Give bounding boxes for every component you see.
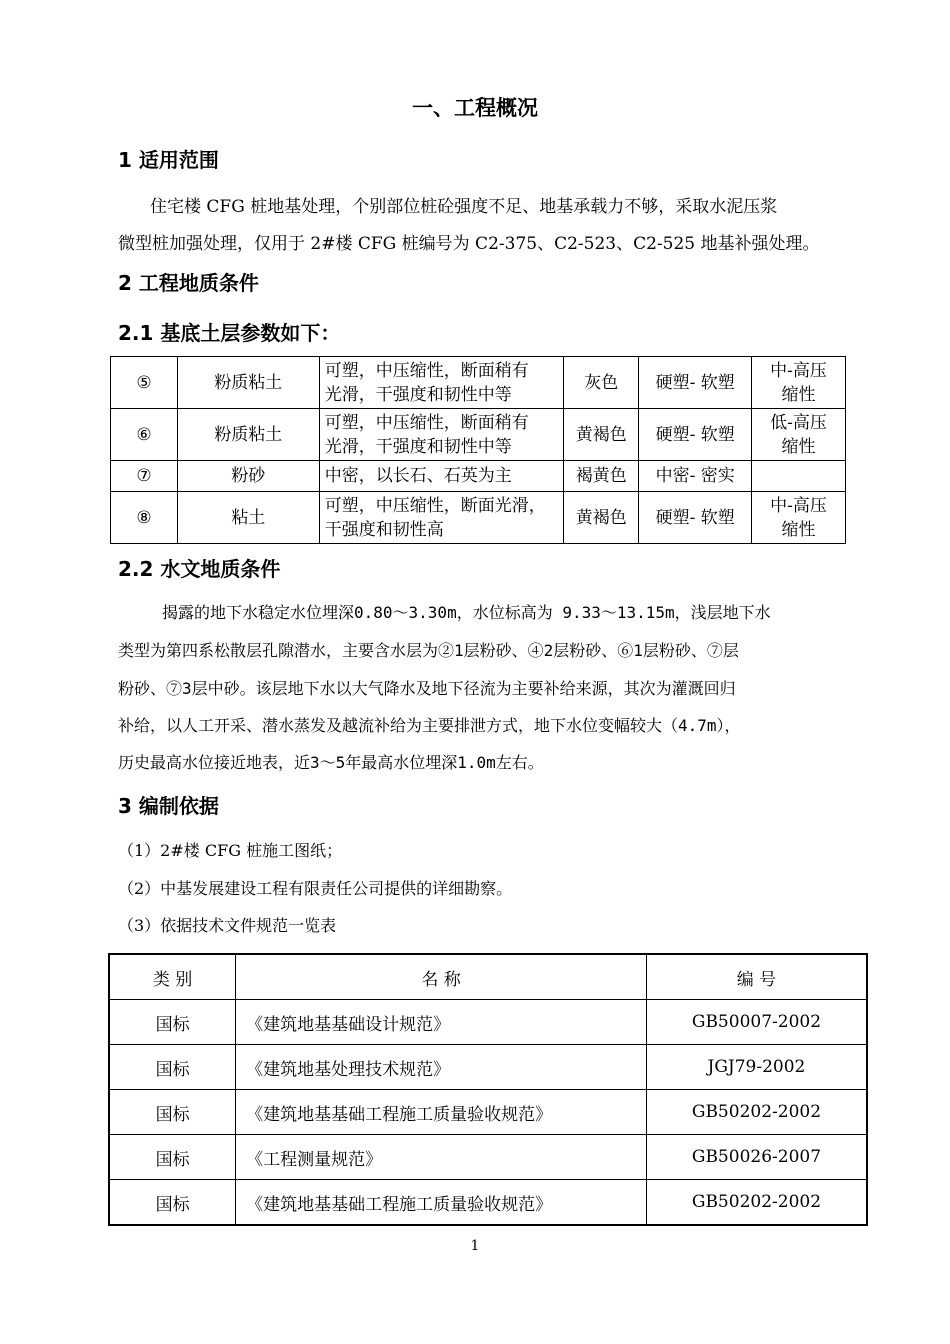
- soil-compressibility: 低-高压 缩性: [752, 409, 846, 461]
- section-2-2-heading: 2.2 水文地质条件: [118, 557, 281, 581]
- table-row: [111, 461, 846, 492]
- table-row: [111, 409, 846, 461]
- section-3-heading: 3 编制依据: [118, 794, 219, 818]
- soil-state: 硬塑- 软塑: [639, 492, 752, 544]
- soil-name: 粘土: [177, 492, 319, 544]
- soil-description: 中密，以长石、石英为主: [319, 461, 564, 492]
- soil-color: 褐黄色: [564, 461, 639, 492]
- column-header-name: 名 称: [236, 954, 647, 1000]
- table-row: [111, 492, 846, 544]
- standard-code: GB50202-2002: [646, 1180, 867, 1226]
- soil-parameters-table: [110, 356, 846, 544]
- layer-number: ⑥: [111, 409, 178, 461]
- standard-name: 《建筑地基基础工程施工质量验收规范》: [236, 1180, 647, 1226]
- basis-item-2: （2）中基发展建设工程有限责任公司提供的详细勘察。: [118, 879, 513, 898]
- soil-color: 黄褐色: [564, 492, 639, 544]
- standard-code: GB50202-2002: [646, 1090, 867, 1135]
- standard-category: 国标: [109, 1000, 236, 1045]
- standard-name: 《建筑地基基础设计规范》: [236, 1000, 647, 1045]
- layer-number: ⑦: [111, 461, 178, 492]
- table-row: [109, 1180, 867, 1226]
- soil-description: 可塑，中压缩性，断面光滑， 干强度和韧性高: [319, 492, 564, 544]
- standards-table: [108, 953, 868, 1226]
- basis-item-3: （3）依据技术文件规范一览表: [118, 916, 337, 935]
- standard-code: GB50007-2002: [646, 1000, 867, 1045]
- section-1-heading: 1 适用范围: [118, 148, 219, 172]
- soil-compressibility: 中-高压 缩性: [752, 357, 846, 409]
- soil-name: 粉质粘土: [177, 409, 319, 461]
- soil-description: 可塑，中压缩性，断面稍有 光滑，干强度和韧性中等: [319, 357, 564, 409]
- scope-line-1: 住宅楼 CFG 桩地基处理，个别部位桩砼强度不足、地基承载力不够，采取水泥压浆: [150, 197, 778, 217]
- standard-category: 国标: [109, 1135, 236, 1180]
- section-2-1-heading: 2.1 基底土层参数如下：: [118, 321, 341, 345]
- page-number: 1: [470, 1238, 480, 1254]
- table-header-row: [109, 954, 867, 1000]
- table-row: [109, 1000, 867, 1045]
- soil-state: 硬塑- 软塑: [639, 357, 752, 409]
- soil-color: 黄褐色: [564, 409, 639, 461]
- soil-name: 粉砂: [177, 461, 319, 492]
- column-header-code: 编 号: [646, 954, 867, 1000]
- soil-color: 灰色: [564, 357, 639, 409]
- soil-compressibility: [752, 461, 846, 492]
- standard-category: 国标: [109, 1045, 236, 1090]
- table-row: [109, 1135, 867, 1180]
- table-row: [111, 357, 846, 409]
- standard-code: JGJ79-2002: [646, 1045, 867, 1090]
- table-row: [109, 1090, 867, 1135]
- soil-compressibility: 中-高压 缩性: [752, 492, 846, 544]
- layer-number: ⑤: [111, 357, 178, 409]
- soil-name: 粉质粘土: [177, 357, 319, 409]
- standard-name: 《建筑地基处理技术规范》: [236, 1045, 647, 1090]
- standard-category: 国标: [109, 1180, 236, 1226]
- standard-name: 《工程测量规范》: [236, 1135, 647, 1180]
- hydro-line-5: 历史最高水位接近地表，近3～5年最高水位埋深1.0m左右。: [118, 753, 544, 772]
- layer-number: ⑧: [111, 492, 178, 544]
- column-header-category: 类 别: [109, 954, 236, 1000]
- standard-name: 《建筑地基基础工程施工质量验收规范》: [236, 1090, 647, 1135]
- scope-line-2: 微型桩加强处理，仅用于 2#楼 CFG 桩编号为 C2-375、C2-523、C2-525 地基补强处理。: [118, 234, 820, 254]
- standard-category: 国标: [109, 1090, 236, 1135]
- hydro-line-1: 揭露的地下水稳定水位埋深0.80～3.30m，水位标高为 9.33～13.15m，浅层地下水: [162, 603, 771, 622]
- soil-state: 硬塑- 软塑: [639, 409, 752, 461]
- table-row: [109, 1045, 867, 1090]
- soil-state: 中密- 密实: [639, 461, 752, 492]
- soil-description: 可塑，中压缩性，断面稍有 光滑，干强度和韧性中等: [319, 409, 564, 461]
- hydro-line-4: 补给，以人工开采、潜水蒸发及越流补给为主要排泄方式，地下水位变幅较大（4.7m），: [118, 716, 741, 735]
- standard-code: GB50026-2007: [646, 1135, 867, 1180]
- hydro-line-2: 类型为第四系松散层孔隙潜水，主要含水层为②1层粉砂、④2层粉砂、⑥1层粉砂、⑦层: [118, 641, 739, 660]
- page-title: 一、工程概况: [412, 96, 538, 120]
- hydro-line-3: 粉砂、⑦3层中砂。该层地下水以大气降水及地下径流为主要补给来源，其次为灌溉回归: [118, 679, 736, 698]
- basis-item-1: （1）2#楼 CFG 桩施工图纸；: [118, 841, 343, 860]
- section-2-heading: 2 工程地质条件: [118, 271, 259, 295]
